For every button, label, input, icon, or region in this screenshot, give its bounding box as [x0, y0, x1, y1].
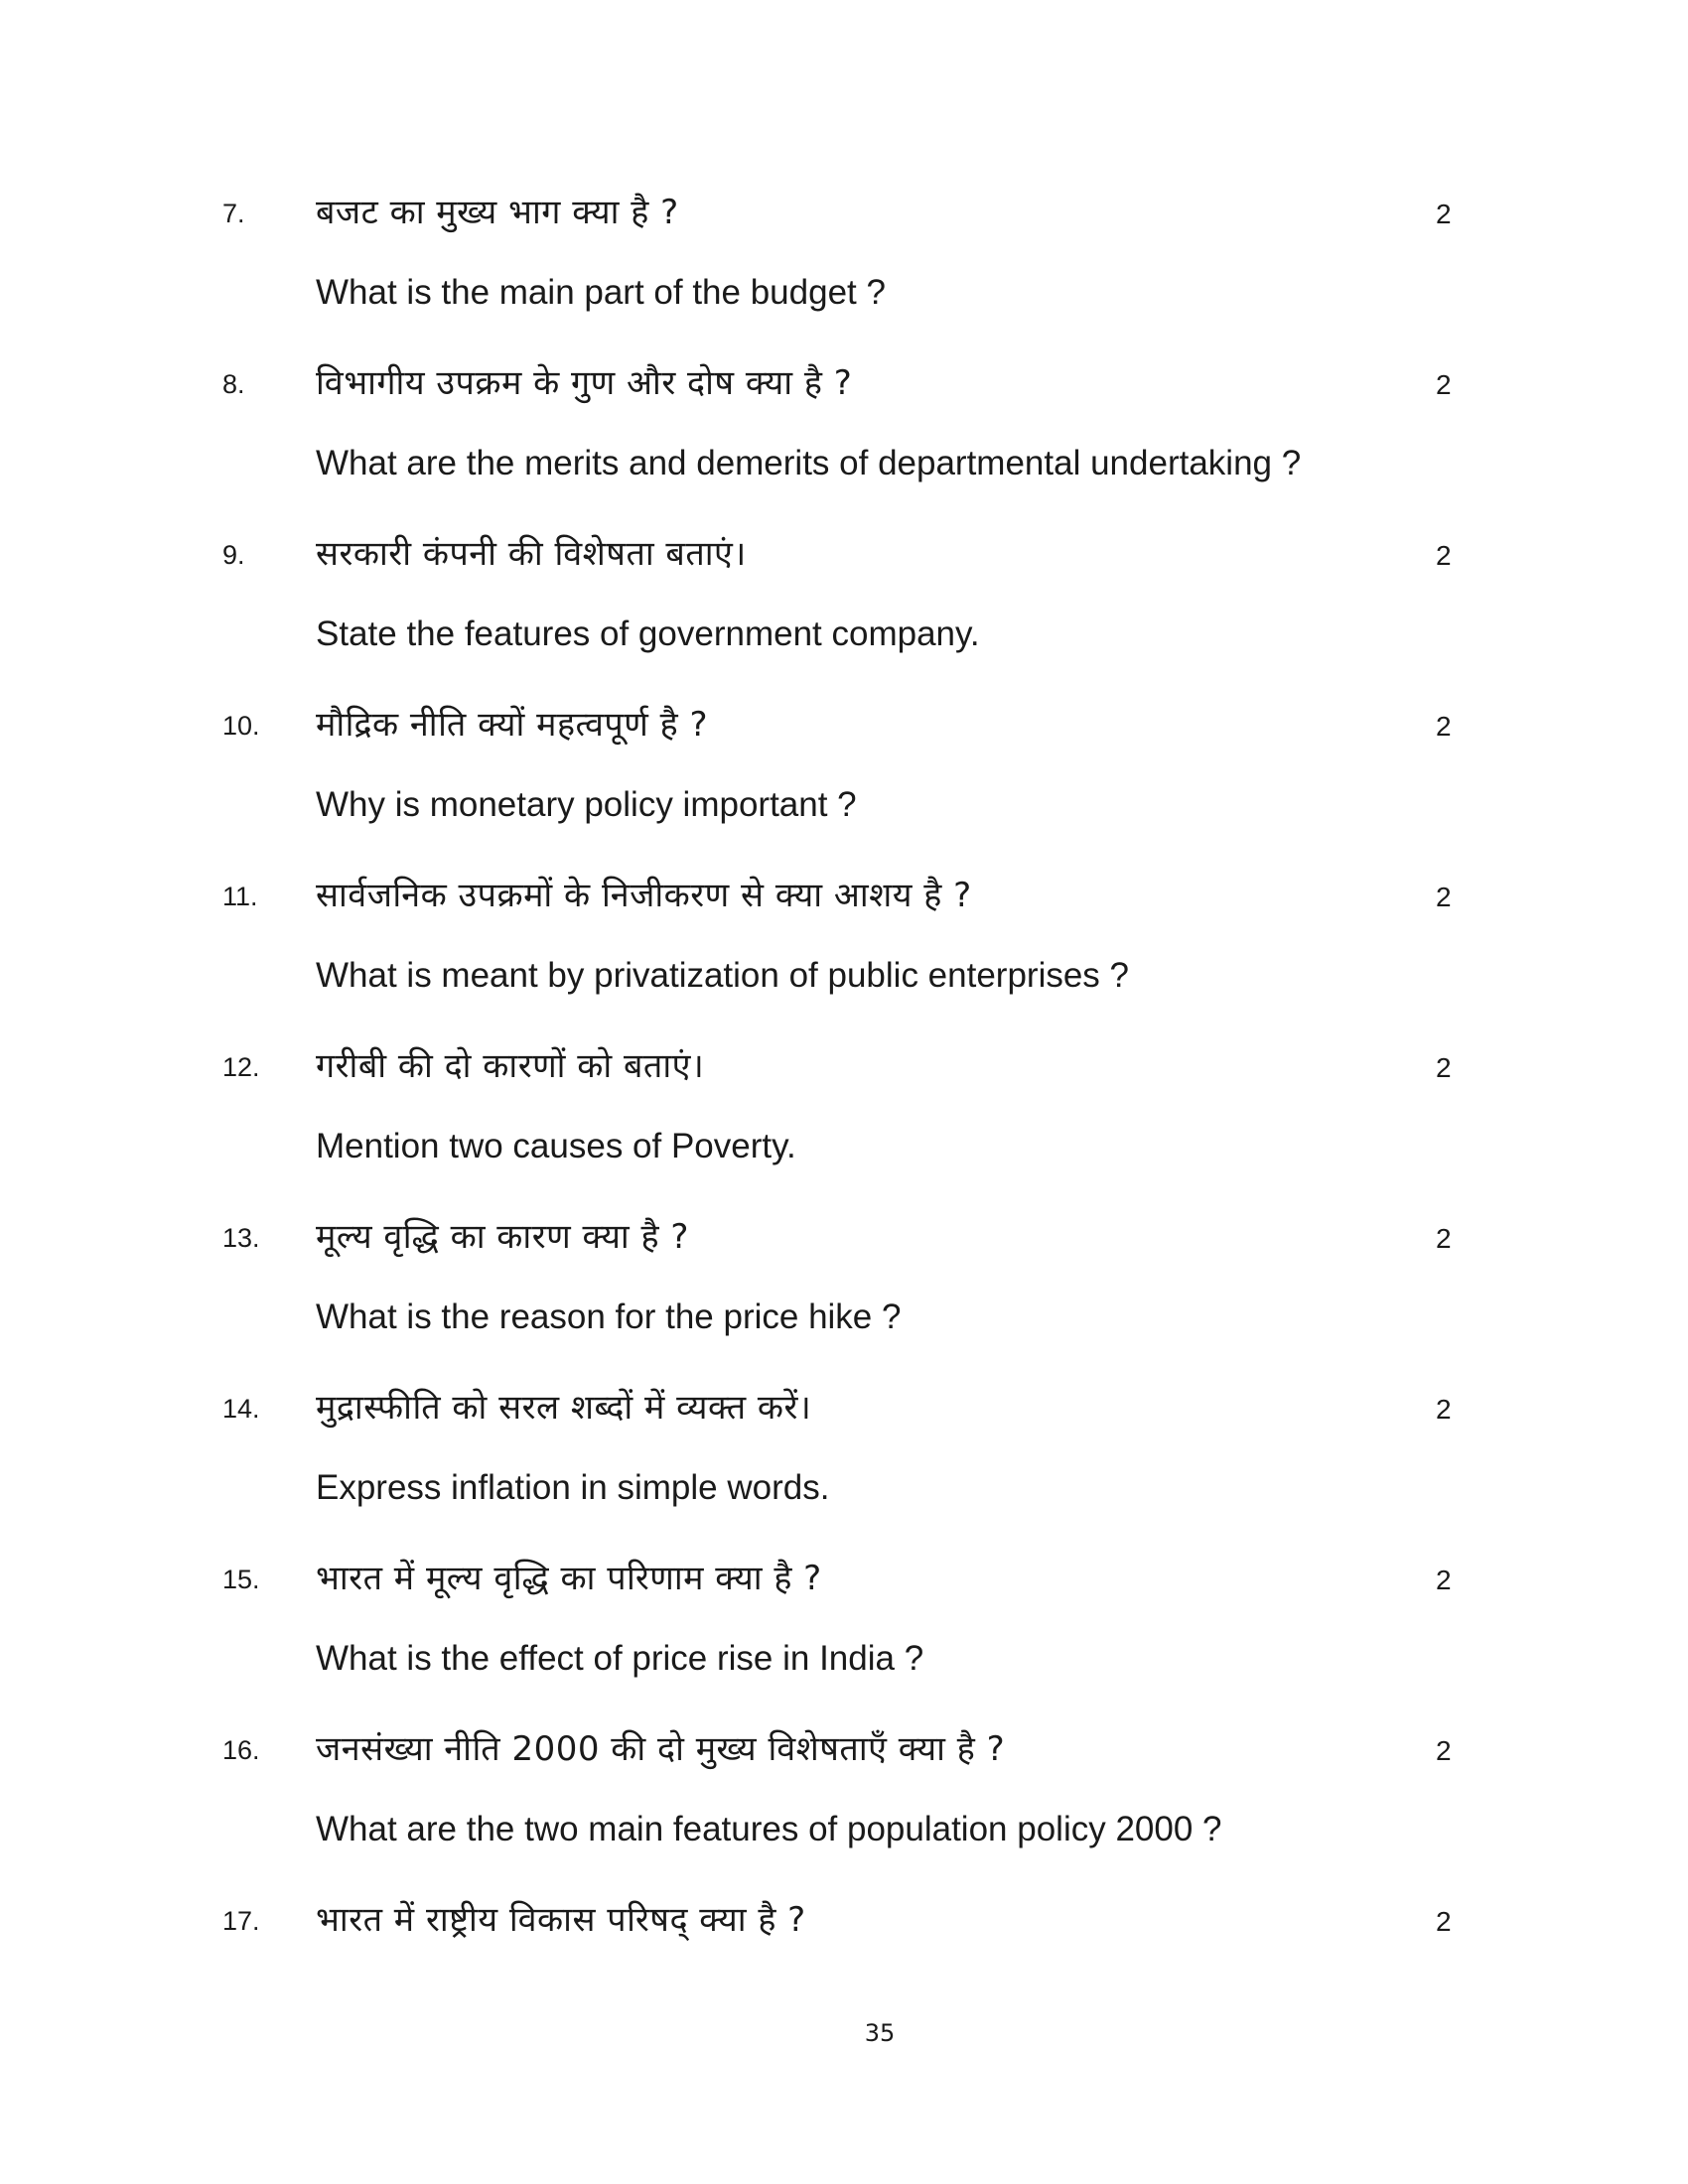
question-text-english: What is the main part of the budget ? [316, 273, 886, 312]
question-number: 7. [222, 199, 245, 228]
question-marks: 2 [1436, 1735, 1452, 1766]
question-marks: 2 [1436, 540, 1452, 571]
question-text-hindi: मूल्य वृद्धि का कारण क्या है ? [316, 1217, 689, 1257]
question-marks: 2 [1436, 1565, 1452, 1595]
question-marks: 2 [1436, 1906, 1452, 1937]
question-list [0, 174, 1688, 2052]
question-text-hindi: सरकारी कंपनी की विशेषता बताएं। [316, 534, 747, 574]
question-marks: 2 [1436, 369, 1452, 400]
question-text-english: Why is monetary policy important ? [316, 785, 857, 824]
question-text-english: What is the effect of price rise in India ? [316, 1639, 924, 1678]
question-text-hindi: मौद्रिक नीति क्यों महत्वपूर्ण है ? [316, 705, 709, 745]
question-number: 15. [222, 1565, 260, 1594]
question-text-hindi: जनसंख्या नीति 2000 की दो मुख्य विशेषताएँ क्या है ? [316, 1729, 1006, 1769]
question-item [0, 344, 1688, 515]
question-text-english: What is the reason for the price hike ? [316, 1297, 902, 1336]
question-text-english: Mention two causes of Poverty. [316, 1127, 796, 1165]
question-text-hindi: गरीबी की दो कारणों को बताएं। [316, 1046, 705, 1086]
question-text-english: What are the two main features of population policy 2000 ? [316, 1810, 1222, 1848]
question-text-english: What is meant by privatization of public enterprises ? [316, 956, 1129, 995]
question-number: 10. [222, 711, 260, 741]
question-number: 11. [222, 882, 258, 911]
question-item [0, 1710, 1688, 1881]
question-number: 16. [222, 1735, 260, 1765]
question-marks: 2 [1436, 1223, 1452, 1254]
question-text-hindi: मुद्रास्फीति को सरल शब्दों में व्यक्त करें। [316, 1388, 812, 1428]
question-item [0, 686, 1688, 857]
question-number: 14. [222, 1394, 260, 1424]
question-item [0, 1027, 1688, 1198]
question-text-english: What are the merits and demerits of departmental undertaking ? [316, 444, 1302, 482]
question-marks: 2 [1436, 199, 1452, 229]
question-item [0, 515, 1688, 686]
question-item [0, 1198, 1688, 1369]
question-text-hindi: भारत में राष्ट्रीय विकास परिषद् क्या है ? [316, 1900, 806, 1940]
question-text-english: State the features of government company. [316, 614, 980, 653]
question-number: 12. [222, 1052, 260, 1082]
question-text-hindi: विभागीय उपक्रम के गुण और दोष क्या है ? [316, 363, 853, 403]
question-text-english: Express inflation in simple words. [316, 1468, 830, 1507]
question-item [0, 857, 1688, 1027]
question-text-hindi: सार्वजनिक उपक्रमों के निजीकरण से क्या आशय है ? [316, 876, 972, 915]
question-item [0, 1369, 1688, 1540]
question-text-hindi: बजट का मुख्य भाग क्या है ? [316, 193, 679, 232]
question-number: 8. [222, 369, 245, 399]
question-number: 9. [222, 540, 245, 570]
question-marks: 2 [1436, 711, 1452, 742]
question-marks: 2 [1436, 1052, 1452, 1083]
question-number: 17. [222, 1906, 260, 1936]
question-item [0, 174, 1688, 344]
page-number: 35 [864, 2019, 896, 2047]
question-marks: 2 [1436, 1394, 1452, 1425]
question-marks: 2 [1436, 882, 1452, 912]
question-text-hindi: भारत में मूल्य वृद्धि का परिणाम क्या है ? [316, 1559, 822, 1598]
question-item [0, 1540, 1688, 1710]
question-number: 13. [222, 1223, 260, 1253]
